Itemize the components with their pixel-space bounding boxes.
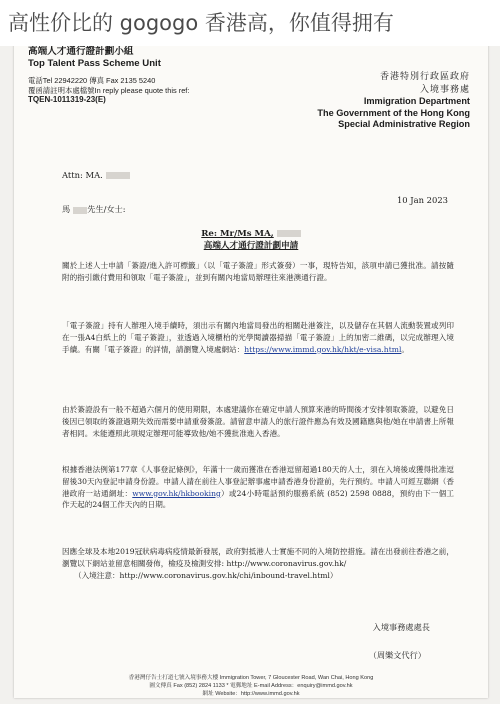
letter-date: 10 Jan 2023 — [396, 195, 448, 205]
scheme-unit-en: Top Talent Pass Scheme Unit — [28, 58, 161, 69]
dept-zh-1: 香港特別行政區政府 — [379, 71, 470, 81]
page-caption: 高性价比的 gogogo 香港高，你值得拥有 — [0, 0, 500, 46]
paragraph-5-text: 因應全球及本地2019冠狀病毒病疫情最新發展，政府對抵港人士實施不同的入境防控措施。請在出發前往香港之前，瀏覽以下網站並留意相關發佈，檢疫及檢測安排: http://www.coronavirus.gov.hk/ — [62, 547, 454, 568]
scheme-unit-heading — [28, 46, 161, 70]
redacted-name — [73, 207, 87, 214]
dept-en-3: Special Administrative Region — [338, 119, 470, 130]
paragraph-2 — [62, 320, 454, 355]
footer-address: 香港灣仔告士打道七號入境事務大樓 Immigration Tower, 7 Gloucester Road, Wan Chai, Hong Kong — [128, 675, 374, 681]
paragraph-4-end: ）或24小時電話預約服務系統 (852) 2598 0888，預約由下一個工作天起的24個工作天內的日期。 — [62, 488, 454, 510]
scheme-unit-zh: 高端人才通行證計劃小組 — [28, 46, 134, 57]
paragraph-2-end: 。 — [401, 344, 409, 354]
footer-fax-email: 圖文傳真 Fax (852) 2824 1133 * 電郵地址 E-mail Address：enquiry@immd.gov.hk — [149, 683, 353, 689]
reference-number: TQEN-1011319-23(E) — [28, 95, 106, 105]
paragraph-1: 關於上述人士申請「簽證/進入許可標籤」（以「電子簽證」形式簽發）一事，現特告知，該項申請已獲批准。請按隨附的指引繳付費用和領取「電子簽證」，並到有關內地當局辦理往來港澳通行證。 — [62, 261, 454, 282]
subject-en-text: Re: Mr/Ms MA, — [201, 229, 274, 239]
dept-zh-2: 入境事務處 — [419, 84, 470, 94]
subject-zh: 高端人才通行證計劃申請 — [203, 241, 299, 251]
paragraph-4 — [62, 464, 454, 511]
dept-en-2: The Government of the Hong Kong — [317, 107, 470, 118]
signatory-name: （周樂文代行） — [368, 650, 426, 660]
reference-block — [28, 76, 189, 105]
attention-line — [62, 170, 130, 180]
paragraph-3: 由於簽證設有一般不超過六個月的使用期限，本處建議你在確定申請人預算來港的時間後才安排領取簽證，以避免日後因已領取的簽證過期失效而需要申請重發簽證。請留意申請人的旅行證件應為有效及國籍應與他/她在申請書上所報者相同。未能遵照此項規定辦理可能導致他/她不獲批准進入香港。 — [62, 405, 454, 438]
subject-en — [14, 228, 488, 240]
dept-en-1: Immigration Department — [363, 96, 470, 106]
attention-text: Attn: MA. — [62, 170, 103, 180]
salutation-prefix: 馬 — [62, 204, 71, 214]
tel-fax: 電話Tel 22942220 傳真 Fax 2135 5240 — [28, 76, 156, 85]
inbound-travel-note: （入境注意：http://www.coronavirus.gov.hk/chi/inbound-travel.html） — [74, 570, 338, 580]
quote-ref-label: 覆函請註明本處檔號In reply please quote this ref: — [28, 85, 190, 95]
e-visa-link[interactable]: https://www.immd.gov.hk/hkt/e-visa.html — [244, 344, 402, 354]
letter-footer — [14, 674, 488, 698]
redacted-name — [106, 172, 130, 179]
footer-website: 網址 Website：http://www.immd.gov.hk — [202, 691, 300, 697]
paragraph-2-text: 「電子簽證」持有人辦理入境手續時，須出示有關內地當局發出的相關赴港簽注，以及儲存在其個人流動裝置或列印在一張A4白紙上的「電子簽證」，並透過入境櫃枱的光學閱讀器掃描「電子簽證」上的加密二維碼，以完成辦理入境手續。有關「電子簽證」的詳情，請瀏覽入境處網站： — [62, 321, 454, 354]
subject-line — [14, 228, 488, 252]
paragraph-5 — [62, 546, 454, 581]
hkbooking-link[interactable]: www.gov.hk/hkbooking — [132, 488, 221, 498]
salutation-suffix: 先生/女士: — [87, 204, 126, 214]
department-heading — [317, 70, 470, 131]
signatory-title: 入境事務處處長 — [372, 622, 430, 632]
paragraph-4-text: 根據香港法例第177章《人事登記條例》，年滿十一歲而獲准在香港逗留超過180天的人士，須在入境後或獲得批准逗留後30天內登記申請身份證。申請人請在前往人事登記辦事處申請香港身份證前，先行預約。申請人可經互聯網（香港政府一站通網址： — [62, 465, 454, 498]
redacted-name — [277, 230, 301, 237]
letter-document — [14, 24, 488, 698]
salutation — [62, 204, 125, 215]
